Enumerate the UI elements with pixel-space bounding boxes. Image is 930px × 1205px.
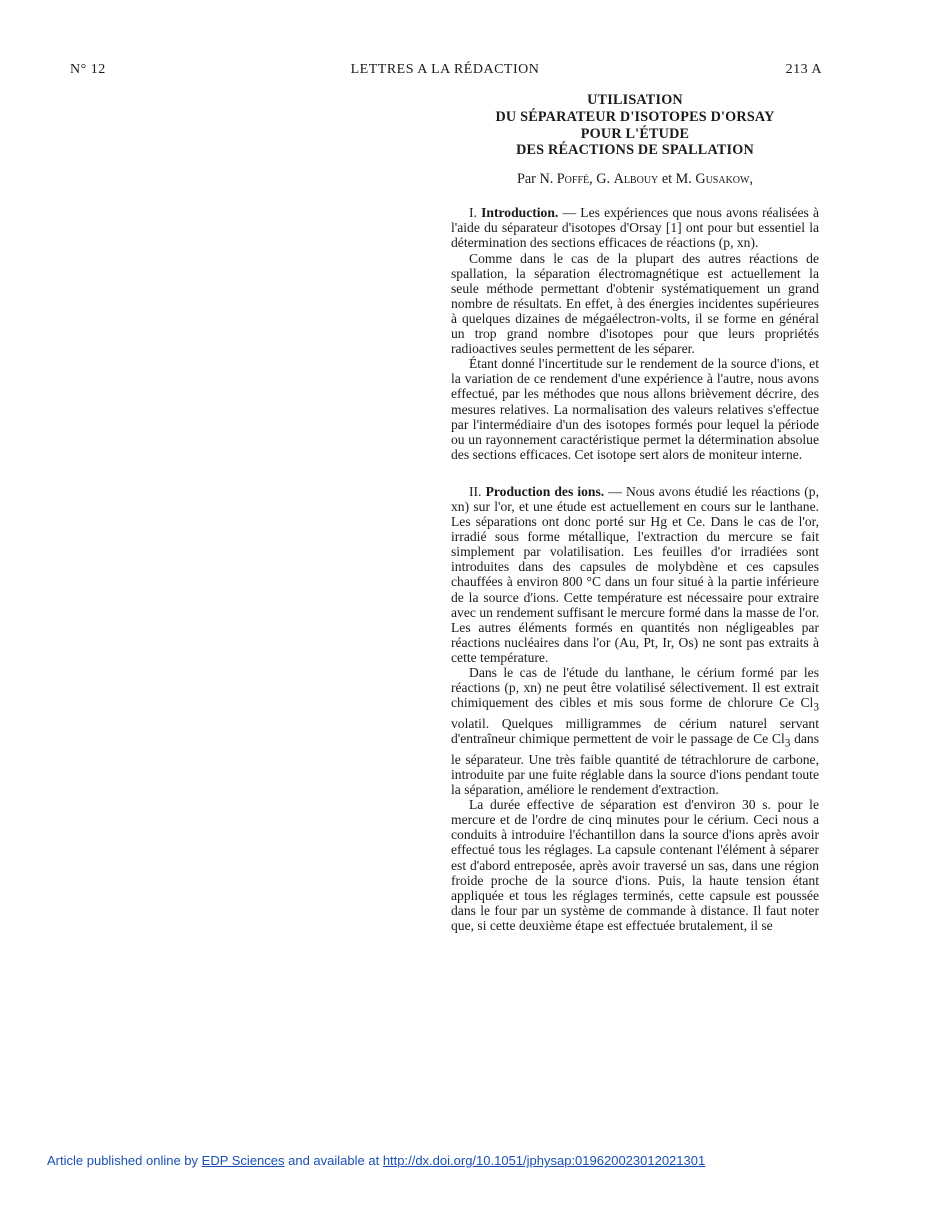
title-line-1: UTILISATION bbox=[587, 92, 683, 108]
byline-sep-2: et M. bbox=[658, 171, 692, 188]
publisher-link[interactable]: EDP Sciences bbox=[201, 1153, 285, 1168]
section-2-heading: Production des ions. bbox=[485, 483, 605, 499]
subscript-2: 3 bbox=[784, 737, 791, 750]
paragraph-1-text: — Les expériences que nous avons réalisées à l'aide du séparateur d'isotopes d'Orsay [1] ont pour but essentiel la détermination des sections efficaces de réactions (p, xn). bbox=[451, 205, 819, 251]
paragraph-3: Étant donné l'incertitude sur le rendement de la source d'ions, et la variation de ce rendement d'une expérience à l'autre, nous avons effectué, par les méthodes que nous allons brièvement décrire, des mesures relatives. La normalisation des valeurs relatives s'effectue par l'intermédiaire d'un des isotopes formés pour lequel la période ou un rayonnement caractéristique permet la détermination absolue des sections efficaces. Cet isotope sert alors de moniteur interne. bbox=[451, 356, 819, 462]
section-1-number: I. bbox=[469, 205, 477, 221]
footer-middle: and available at bbox=[284, 1153, 383, 1168]
article-column bbox=[451, 92, 819, 933]
paragraph-production bbox=[451, 484, 819, 665]
subscript-1: 3 bbox=[813, 701, 819, 714]
publication-footer bbox=[47, 1153, 705, 1168]
running-header-issue: N° 12 bbox=[70, 62, 106, 77]
section-2-number: II. bbox=[469, 483, 482, 499]
page-number: 213 A bbox=[785, 62, 822, 77]
paragraph-6: La durée effective de séparation est d'environ 30 s. pour le mercure et de l'ordre de cinq minutes pour le cérium. Ceci nous a conduits à introduire l'échantillon dans la source d'ions après avoir effectué tous les réglages. La capsule contenant l'élément à séparer est d'abord entreposée, après avoir traversé un sas, dans une région froide proche de la source d'ions. Puis, la haute tension étant appliquée et tous les réglages terminés, cette capsule est poussée dans le four par un système de commande à distance. Il faut noter que, si cette deuxième étape est effectuée brutalement, il se bbox=[451, 797, 819, 933]
author-1: Poffé bbox=[556, 171, 590, 188]
title-line-2: DU SÉPARATEUR D'ISOTOPES D'ORSAY bbox=[495, 108, 775, 125]
author-2: Albouy bbox=[613, 171, 659, 188]
paragraph-5-part-b: volatil. Quelques milligrammes de cérium naturel servant d'entraîneur chimique permettent de voir le passage de Ce Cl bbox=[451, 716, 819, 747]
paragraph-5 bbox=[451, 665, 819, 797]
title-line-4: DES RÉACTIONS DE SPALLATION bbox=[516, 142, 754, 159]
paragraph-5-part-c: dans le séparateur. Une très faible quantité de tétrachlorure de carbone, introduite par une fuite réglable dans la source d'ions pendant toute la séparation, améliore le rendement d'extraction. bbox=[451, 731, 819, 798]
title-line-3: POUR L'ÉTUDE bbox=[580, 125, 690, 142]
byline-prefix: Par N. bbox=[516, 171, 554, 188]
paragraph-5-part-a: Dans le cas de l'étude du lanthane, le cérium formé par les réactions (p, xn) ne peut être volatilisé sélectivement. Il est extrait chimiquement des cibles et mis sous forme de chlorure Ce Cl bbox=[451, 665, 819, 711]
byline-sep-1: , G. bbox=[589, 171, 611, 188]
paragraph-4-text: — Nous avons étudié les réactions (p, xn) sur l'or, et une étude est actuellement en cours sur le lanthane. Les séparations ont donc porté sur Hg et Ce. Dans le cas de l'or, irradié sous forme métallique, l'extraction du mercure se fait simplement par volatilisation. Les feuilles d'or irradiées sont introduites dans des capsules de molybdène et ces capsules chauffées à environ 800 °C dans un four situé à la partie inférieure de la source d'ions. Cette température est nécessaire pour extraire avec un rendement suffisant le mercure formé dans la masse de l'or. Les autres éléments formés en quantités non négligeables par réactions nucléaires dans l'or (Au, Pt, Ir, Os) ne sont pas extraits à cette température. bbox=[451, 483, 819, 665]
article-title bbox=[451, 92, 819, 159]
byline bbox=[451, 172, 819, 187]
byline-suffix: , bbox=[749, 171, 754, 188]
doi-link[interactable]: http://dx.doi.org/10.1051/jphysap:019620023012021301 bbox=[382, 1153, 706, 1168]
footer-prefix: Article published online by bbox=[47, 1153, 202, 1168]
running-header-title: LETTRES A LA RÉDACTION bbox=[350, 62, 540, 77]
section-1-heading: Introduction. bbox=[481, 205, 559, 221]
author-3: Gusakow bbox=[695, 171, 750, 188]
paragraph-intro bbox=[451, 205, 819, 250]
paragraph-2: Comme dans le cas de la plupart des autres réactions de spallation, la séparation électromagnétique est actuellement la seule méthode permettant d'obtenir systématiquement un grand nombre de résultats. En effet, à des énergies incidentes supérieures à quelques dizaines de mégaélectron-volts, il se forme en général un trop grand nombre d'isotopes pour que leurs propriétés radioactives seules permettent de les séparer. bbox=[451, 250, 819, 357]
